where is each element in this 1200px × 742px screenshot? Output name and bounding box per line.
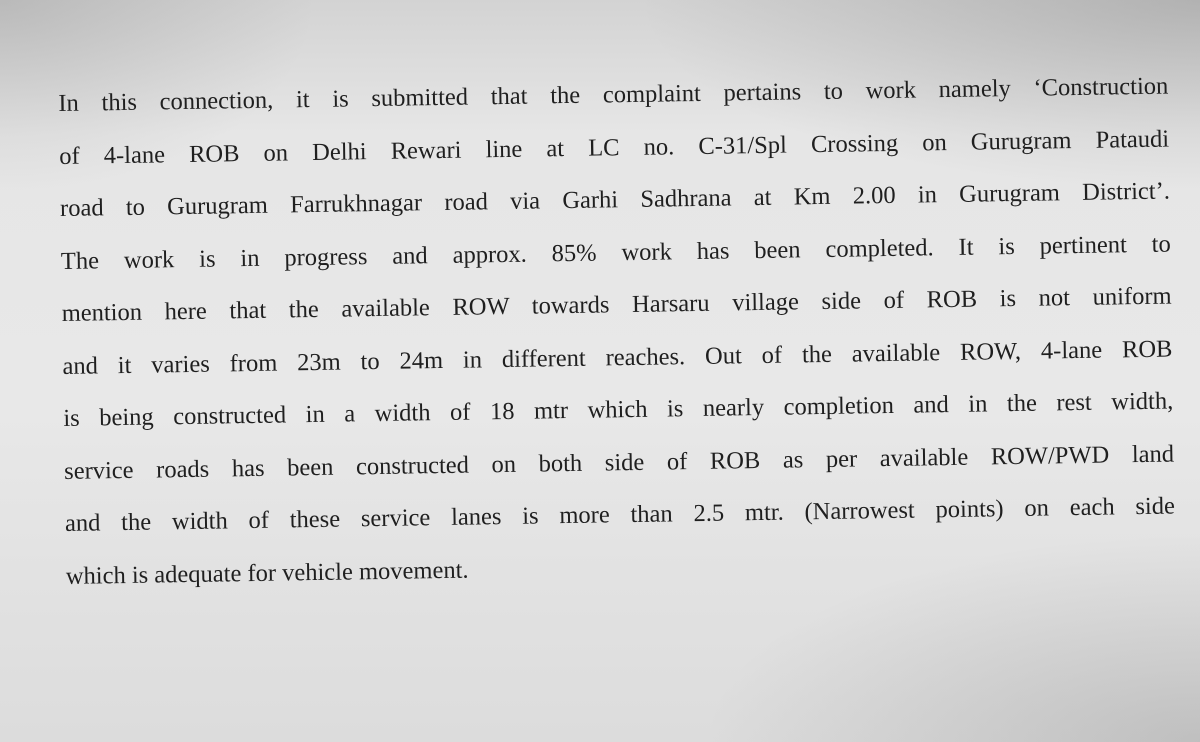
paragraph-line: mention here that the available ROW towards Harsaru village side of ROB is not uniform bbox=[61, 282, 1172, 327]
paragraph-line: and the width of these service lanes is more than 2.5 mtr. (Narrowest points) on each side bbox=[64, 492, 1176, 537]
paragraph-line: of 4-lane ROB on Delhi Rewari line at LC no. C-31/Spl Crossing on Gurugram Pataudi bbox=[59, 125, 1170, 170]
paragraph-line: In this connection, it is submitted that the complaint pertains to work namely ‘Construction bbox=[58, 72, 1169, 117]
paragraph-line: road to Gurugram Farrukhnagar road via Garhi Sadhrana at Km 2.00 in Gurugram District’. bbox=[59, 177, 1171, 222]
body-paragraph bbox=[58, 61, 1176, 603]
paragraph-line: service roads has been constructed on both side of ROB as per available ROW/PWD land bbox=[63, 440, 1175, 485]
paragraph-line: is being constructed in a width of 18 mtr which is nearly completion and in the rest width, bbox=[63, 387, 1174, 432]
paragraph-line-last: which is adequate for vehicle movement. bbox=[65, 556, 469, 590]
paragraph-line: and it varies from 23m to 24m in different reaches. Out of the available ROW, 4-lane ROB bbox=[62, 335, 1173, 380]
paragraph-line: The work is in progress and approx. 85% work has been completed. It is pertinent to bbox=[60, 230, 1171, 275]
